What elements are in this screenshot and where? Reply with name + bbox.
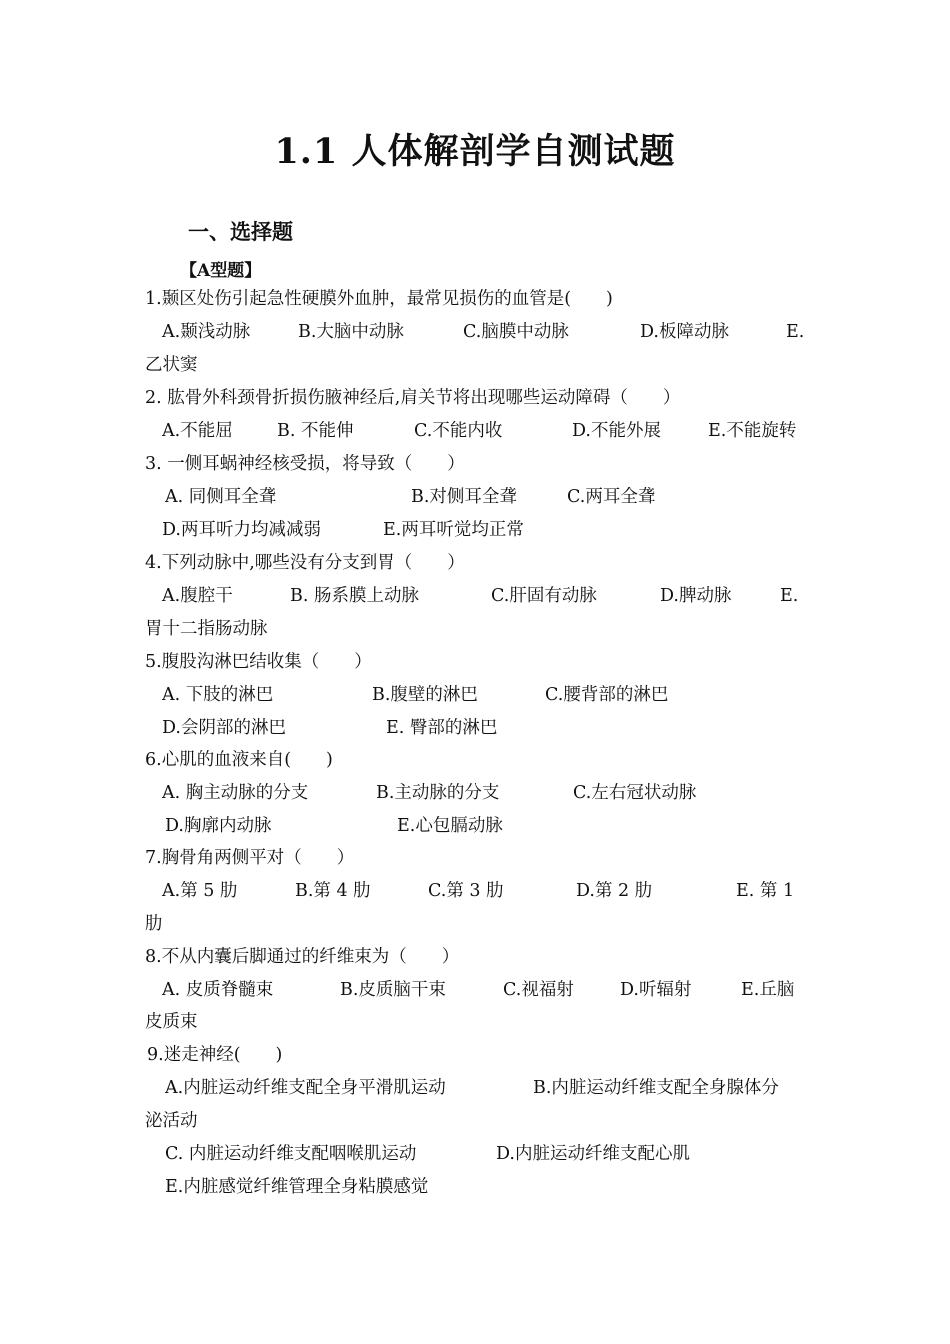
question-5-stem: 5.腹股沟淋巴结收集（ ） [145, 652, 372, 672]
option: A.不能屈 [162, 421, 233, 441]
question-3-stem: 3. 一侧耳蜗神经核受损，将导致（ ） [145, 454, 465, 474]
option: C.两耳全聋 [567, 487, 656, 507]
option: A. 胸主动脉的分支 [162, 783, 309, 803]
option: D.两耳听力均减减弱 [162, 520, 321, 540]
option: B.对侧耳全聋 [411, 487, 517, 507]
option: B. 肠系膜上动脉 [290, 586, 419, 606]
option: E. 第 1 [736, 881, 795, 901]
question-2-stem: 2. 肱骨外科颈骨折损伤腋神经后,肩关节将出现哪些运动障碍（ ） [145, 388, 681, 408]
option: E.两耳听觉均正常 [383, 520, 524, 540]
option: E.内脏感觉纤维管理全身粘膜感觉 [165, 1177, 429, 1197]
option: D.脾动脉 [660, 586, 732, 606]
option: A.颞浅动脉 [162, 322, 251, 342]
option: D.胸廓内动脉 [165, 816, 272, 836]
question-8-stem: 8.不从内囊后脚通过的纤维束为（ ） [145, 947, 460, 967]
option: A.腹腔干 [162, 586, 233, 606]
option: B.内脏运动纤维支配全身腺体分 [533, 1078, 779, 1098]
question-9-stem: 9.迷走神经( ) [147, 1045, 283, 1065]
option: B.皮质脑干束 [340, 980, 446, 1000]
option: C.不能内收 [414, 421, 503, 441]
option: E. [780, 586, 799, 606]
option: D.不能外展 [572, 421, 661, 441]
option: A.第 5 肋 [162, 881, 238, 901]
option: A. 同侧耳全聋 [165, 487, 277, 507]
section-heading: 一、选择题 [188, 219, 293, 244]
option: D.内脏运动纤维支配心肌 [496, 1144, 690, 1164]
option: C.视福射 [503, 980, 574, 1000]
question-4-wrap: 胃十二指肠动脉 [145, 619, 268, 639]
option: A.内脏运动纤维支配全身平滑肌运动 [165, 1078, 446, 1098]
question-1-wrap: 乙状窦 [145, 355, 198, 375]
question-7-stem: 7.胸骨角两侧平对（ ） [145, 848, 355, 868]
option: C.第 3 肋 [428, 881, 504, 901]
question-9-wrap: 泌活动 [145, 1111, 198, 1131]
option: B.第 4 肋 [295, 881, 371, 901]
page-title: 1.1 人体解剖学自测试题 [274, 131, 676, 172]
option: C.腰背部的淋巴 [545, 685, 669, 705]
option: E.丘脑 [741, 980, 795, 1000]
option: B.主动脉的分支 [376, 783, 500, 803]
option: C. 内脏运动纤维支配咽喉肌运动 [165, 1144, 417, 1164]
option: C.脑膜中动脉 [463, 322, 569, 342]
option: D.听辐射 [620, 980, 692, 1000]
option: E.不能旋转 [708, 421, 797, 441]
question-1-stem: 1.颞区处伤引起急性硬膜外血肿，最常见损伤的血管是( ) [145, 289, 613, 309]
option: A. 皮质脊髓束 [162, 980, 274, 1000]
option: E. [786, 322, 805, 342]
option: D.会阴部的淋巴 [162, 718, 286, 738]
option: C.左右冠状动脉 [573, 783, 697, 803]
question-4-stem: 4.下列动脉中,哪些没有分支到胃（ ） [145, 553, 465, 573]
option: E.心包膈动脉 [397, 816, 503, 836]
question-7-wrap: 肋 [145, 914, 163, 934]
subsection-heading: 【A型题】 [180, 261, 262, 281]
option: A. 下肢的淋巴 [162, 685, 274, 705]
option: B.腹壁的淋巴 [372, 685, 478, 705]
question-6-stem: 6.心肌的血液来自( ) [145, 750, 333, 770]
option: B. 不能伸 [277, 421, 354, 441]
option: D.板障动脉 [640, 322, 729, 342]
option: E. 臀部的淋巴 [386, 718, 498, 738]
question-8-wrap: 皮质束 [145, 1012, 198, 1032]
option: C.肝固有动脉 [491, 586, 597, 606]
option: B.大脑中动脉 [298, 322, 404, 342]
option: D.第 2 肋 [576, 881, 653, 901]
